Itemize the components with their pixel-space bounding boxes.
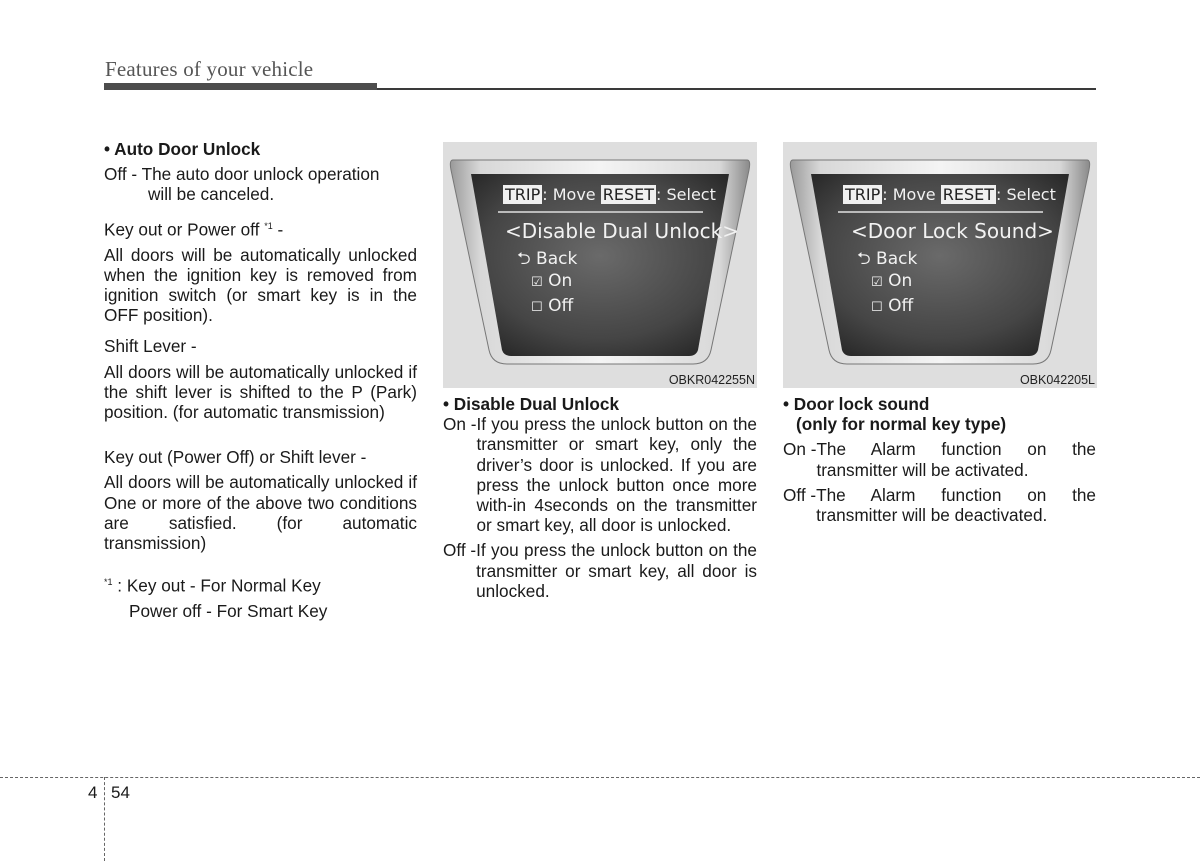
back-label: Back xyxy=(876,249,918,269)
key-out-dash: - xyxy=(272,219,284,240)
door-lock-sound-subheading: (only for normal key type) xyxy=(796,414,1007,435)
shift-lever-label: Shift Lever - xyxy=(104,336,197,357)
trip-key-label: TRIP xyxy=(845,185,881,204)
screen-on-item xyxy=(871,271,912,291)
move-label: : Move xyxy=(882,185,936,204)
back-label: Back xyxy=(536,249,578,269)
auto-door-unlock-section xyxy=(104,139,417,621)
off-option-label: Off - xyxy=(443,540,477,561)
off-line-continued: will be canceled. xyxy=(148,184,275,205)
cluster-display-frame xyxy=(783,142,1097,388)
key-out-description: All doors will be automatically unlocked when the ignition key is removed from ignition switch (or smart key is in the OFF position). xyxy=(104,244,417,326)
cluster-display-frame xyxy=(443,142,757,388)
combo-description: All doors will be automatically unlocked if One or more of the above two conditions are satisfied. (for automatic transmission) xyxy=(104,472,417,553)
figure-code: OBK042205L xyxy=(1019,373,1095,387)
page-number: 54 xyxy=(111,783,130,802)
shift-lever-description: All doors will be automatically unlocked if the shift lever is shifted to the P (Park) position. (for automatic transmission) xyxy=(104,361,417,422)
on-option-label: On - xyxy=(783,439,817,460)
screen-off-item xyxy=(871,296,913,316)
reset-key-label: RESET xyxy=(602,185,655,204)
on-label: On xyxy=(888,271,913,291)
on-option-text: The Alarm function on the transmitter will be activated. xyxy=(816,439,1096,480)
select-label: : Select xyxy=(656,185,716,204)
footnote xyxy=(104,572,417,596)
screen-hint-row xyxy=(843,185,1056,204)
combo-label: Key out (Power Off) or Shift lever - xyxy=(104,447,367,468)
off-option-text: The Alarm function on the transmitter will be deactivated. xyxy=(816,484,1096,526)
cluster-display-figure-disable-dual-unlock xyxy=(443,142,757,388)
door-lock-sound-section xyxy=(783,394,1096,525)
auto-door-unlock-heading: • Auto Door Unlock xyxy=(104,139,261,159)
screen-menu-title: <Disable Dual Unlock> xyxy=(505,219,739,243)
checked-box-icon: ☑ xyxy=(531,275,543,290)
footnote-mark: *1 xyxy=(104,577,113,588)
footer-rule xyxy=(0,777,1200,778)
footnote-marker: *1 xyxy=(264,220,273,231)
key-out-label-text: Key out or Power off xyxy=(104,219,260,240)
back-arrow-icon: ⮌ xyxy=(517,249,531,269)
figure-code: OBKR042255N xyxy=(668,373,755,387)
unchecked-box-icon: ☐ xyxy=(531,300,543,315)
move-label: : Move xyxy=(542,185,596,204)
screen-hint-row xyxy=(503,185,716,204)
page-header-title: Features of your vehicle xyxy=(105,57,314,81)
disable-dual-unlock-section xyxy=(443,394,757,601)
on-option-label: On - xyxy=(443,414,477,435)
checked-box-icon: ☑ xyxy=(871,275,883,290)
screen-off-item xyxy=(531,296,573,316)
disable-dual-unlock-heading: • Disable Dual Unlock xyxy=(443,394,620,414)
on-label: On xyxy=(548,271,573,291)
select-label: : Select xyxy=(996,185,1056,204)
screen-menu-title: <Door Lock Sound> xyxy=(851,219,1054,243)
off-option xyxy=(443,540,757,601)
off-option-text: If you press the unlock button on the transmitter or smart key, all door is unlocked. xyxy=(476,540,757,601)
on-option xyxy=(443,414,757,535)
off-label: Off xyxy=(888,296,914,316)
on-option xyxy=(783,439,1096,479)
off-option xyxy=(783,485,1096,525)
off-label: Off xyxy=(548,296,574,316)
on-option-text: If you press the unlock button on the transmitter or smart key, only the driver’s door is unlocked. If you are press the unlock button once more with-in 4seconds on the transmitter or smart key, all door is unlocked. xyxy=(476,414,757,536)
screen-on-item xyxy=(531,271,572,291)
footnote-line1: : Key out - For Normal Key xyxy=(112,575,321,596)
header-rule-accent xyxy=(104,83,377,90)
unchecked-box-icon: ☐ xyxy=(871,300,883,315)
reset-key-label: RESET xyxy=(942,185,995,204)
chapter-number: 4 xyxy=(88,783,98,802)
trip-key-label: TRIP xyxy=(505,185,541,204)
back-arrow-icon: ⮌ xyxy=(857,249,871,269)
key-out-label xyxy=(104,216,417,240)
cluster-display-figure-door-lock-sound xyxy=(783,142,1097,388)
footer-vertical-rule xyxy=(104,777,105,861)
door-lock-sound-heading: • Door lock sound xyxy=(783,394,930,414)
off-option-label: Off - xyxy=(783,484,817,505)
off-line: Off - The auto door unlock operation xyxy=(104,164,380,185)
footnote-line2: Power off - For Smart Key xyxy=(129,601,328,622)
